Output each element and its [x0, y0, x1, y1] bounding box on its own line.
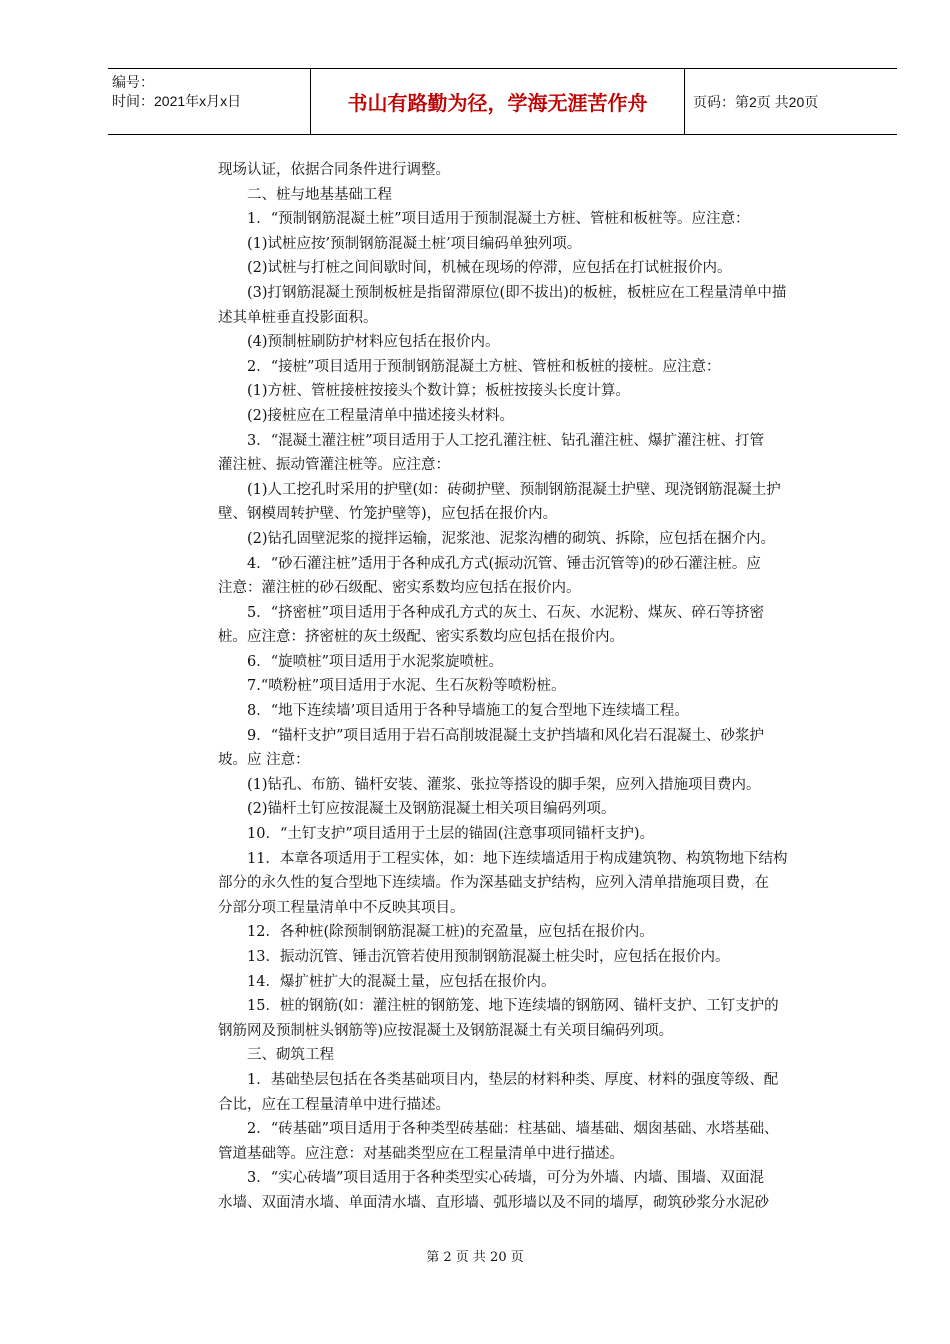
body-line: (2)接桩应在工程量清单中描述接头材料。 — [247, 407, 515, 424]
body-line: (1)方桩、管桩接桩按接头个数计算；板桩按接头长度计算。 — [247, 383, 631, 400]
body-line: 7.“喷粉桩”项目适用于水泥、生石灰粉等喷粉桩。 — [247, 678, 566, 695]
body-line: 10．“土钉支护”项目适用于土层的锚固(注意事项同锚杆支护)。 — [247, 826, 655, 843]
body-line: 坡。应 注意： — [218, 752, 310, 769]
number-label: 编号： — [112, 74, 154, 90]
body-line: (3)打钢筋混凝土预制板桩是指留滞原位(即不拔出)的板桩，板桩应在工程量清单中描 — [247, 284, 787, 301]
body-line: 6．“旋喷桩”项目适用于水泥浆旋喷桩。 — [247, 653, 504, 670]
header-meta — [108, 69, 311, 134]
header-page-info: 页码：第2页 共20页 — [693, 93, 819, 110]
body-line: (4)预制桩刷防护材料应包括在报价内。 — [247, 334, 500, 351]
body-line: 钢筋网及预制桩头钢筋等)应按混凝土及钢筋混凝土有关项目编码列项。 — [218, 1022, 674, 1039]
document-body — [218, 158, 858, 1216]
body-line: 桩。应注意：挤密桩的灰土级配、密实系数均应包括在报价内。 — [218, 629, 624, 646]
body-line: 注意：灌注桩的砂石级配、密实系数均应包括在报价内。 — [218, 580, 581, 597]
body-line: 8．“地下连续墙’项目适用于各种导墙施工的复合型地下连续墙工程。 — [247, 703, 689, 720]
body-line: 2．“接桩”项目适用于预制钢筋混凝土方桩、管桩和板桩的接桩。应注意： — [247, 358, 721, 375]
header-motto: 书山有路勤为径，学海无涯苦作舟 — [311, 69, 685, 134]
body-line: 14．爆扩桩扩大的混凝土量，应包括在报价内。 — [247, 973, 556, 990]
body-line: (2)试桩与打桩之间间歇时间，机械在现场的停滞，应包括在打试桩报价内。 — [247, 260, 732, 277]
body-line: 水墙、双面清水墙、单面清水墙、直形墙、弧形墙以及不同的墙厚，砌筑砂浆分水泥砂 — [218, 1194, 769, 1211]
body-line: (1)钻孔、布筋、锚杆安装、灌浆、张拉等搭设的脚手架，应列入措施项目费内。 — [247, 776, 761, 793]
body-line: 合比，应在工程量清单中进行描述。 — [218, 1096, 450, 1113]
body-line: 12．各种桩(除预制钢筋混凝工桩)的充盈量，应包括在报价内。 — [247, 924, 654, 941]
body-line: 3．“实心砖墙”项目适用于各种类型实心砖墙，可分为外墙、内墙、围墙、双面混 — [247, 1170, 765, 1187]
body-line: 二、桩与地基基础工程 — [247, 186, 392, 203]
document-header — [108, 68, 897, 135]
body-line: 15．桩的钢筋(如：灌注桩的钢筋笼、地下连续墙的钢筋网、锚杆支护、工钉支护的 — [247, 998, 779, 1015]
body-line: 现场认证，依据合同条件进行调整。 — [218, 162, 450, 178]
body-line: 1．基础垫层包括在各类基础项目内，垫层的材料种类、厚度、材料的强度等级、配 — [247, 1071, 779, 1088]
body-line: (2)锚杆土钉应按混凝土及钢筋混凝土相关项目编码列项。 — [247, 801, 616, 818]
body-line: 三、砌筑工程 — [247, 1047, 334, 1064]
body-line: (2)钻孔固壁泥浆的搅拌运输，泥浆池、泥浆沟槽的砌筑、拆除，应包括在捆介内。 — [247, 530, 776, 547]
body-line: 分部分项工程量清单中不反映其项目。 — [218, 899, 465, 916]
body-line: 部分的永久性的复合型地下连续墙。作为深基础支护结构，应列入清单措施项目费，在 — [218, 875, 769, 892]
body-line: (1)试桩应按’预制钢筋混凝土桩’项目编码单独列项。 — [247, 235, 582, 252]
page-footer: 第 2 页 共 20 页 — [426, 1250, 524, 1265]
body-line: 13．振动沉管、锤击沉管若使用预制钢筋混凝土桩尖时，应包括在报价内。 — [247, 949, 730, 965]
body-line: 4．“砂石灌注桩”适用于各种成孔方式(振动沉管、锤击沉管等)的砂石灌注桩。应 — [247, 555, 761, 572]
body-line: 3．“混凝土灌注桩”项目适用于人工挖孔灌注桩、钻孔灌注桩、爆扩灌注桩、打管 — [247, 432, 765, 449]
body-line: 述其单桩垂直投影面积。 — [218, 309, 378, 326]
body-line: 5．“挤密桩”项目适用于各种成孔方式的灰土、石灰、水泥粉、煤灰、碎石等挤密 — [247, 604, 765, 621]
body-line: 2．“砖基础”项目适用于各种类型砖基础：柱基础、墙基础、烟囱基础、水塔基础、 — [247, 1121, 779, 1138]
body-line: 9．“锚杆支护”项目适用于岩石高削坡混凝土支护挡墙和风化岩石混凝土、砂浆护 — [247, 727, 765, 744]
body-line: 壁、钢模周转护壁、竹笼护壁等)，应包括在报价内。 — [218, 506, 558, 523]
time-label: 时间：2021年x月x日 — [112, 93, 242, 109]
body-line: 灌注桩、振动管灌注桩等。应注意： — [218, 457, 450, 474]
body-line: 11．本章各项适用于工程实体，如：地下连续墙适用于构成建筑物、构筑物地下结构 — [247, 850, 788, 867]
body-line: 1．“预制钢筋混凝土桩”项目适用于预制混凝土方桩、管桩和板桩等。应注意： — [247, 211, 750, 228]
body-line: (1)人工挖孔时采用的护壁(如：砖砌护壁、预制钢筋混凝土护壁、现浇钢筋混凝土护 — [247, 481, 781, 498]
body-line: 管道基础等。应注意：对基础类型应在工程量清单中进行描述。 — [218, 1145, 624, 1162]
